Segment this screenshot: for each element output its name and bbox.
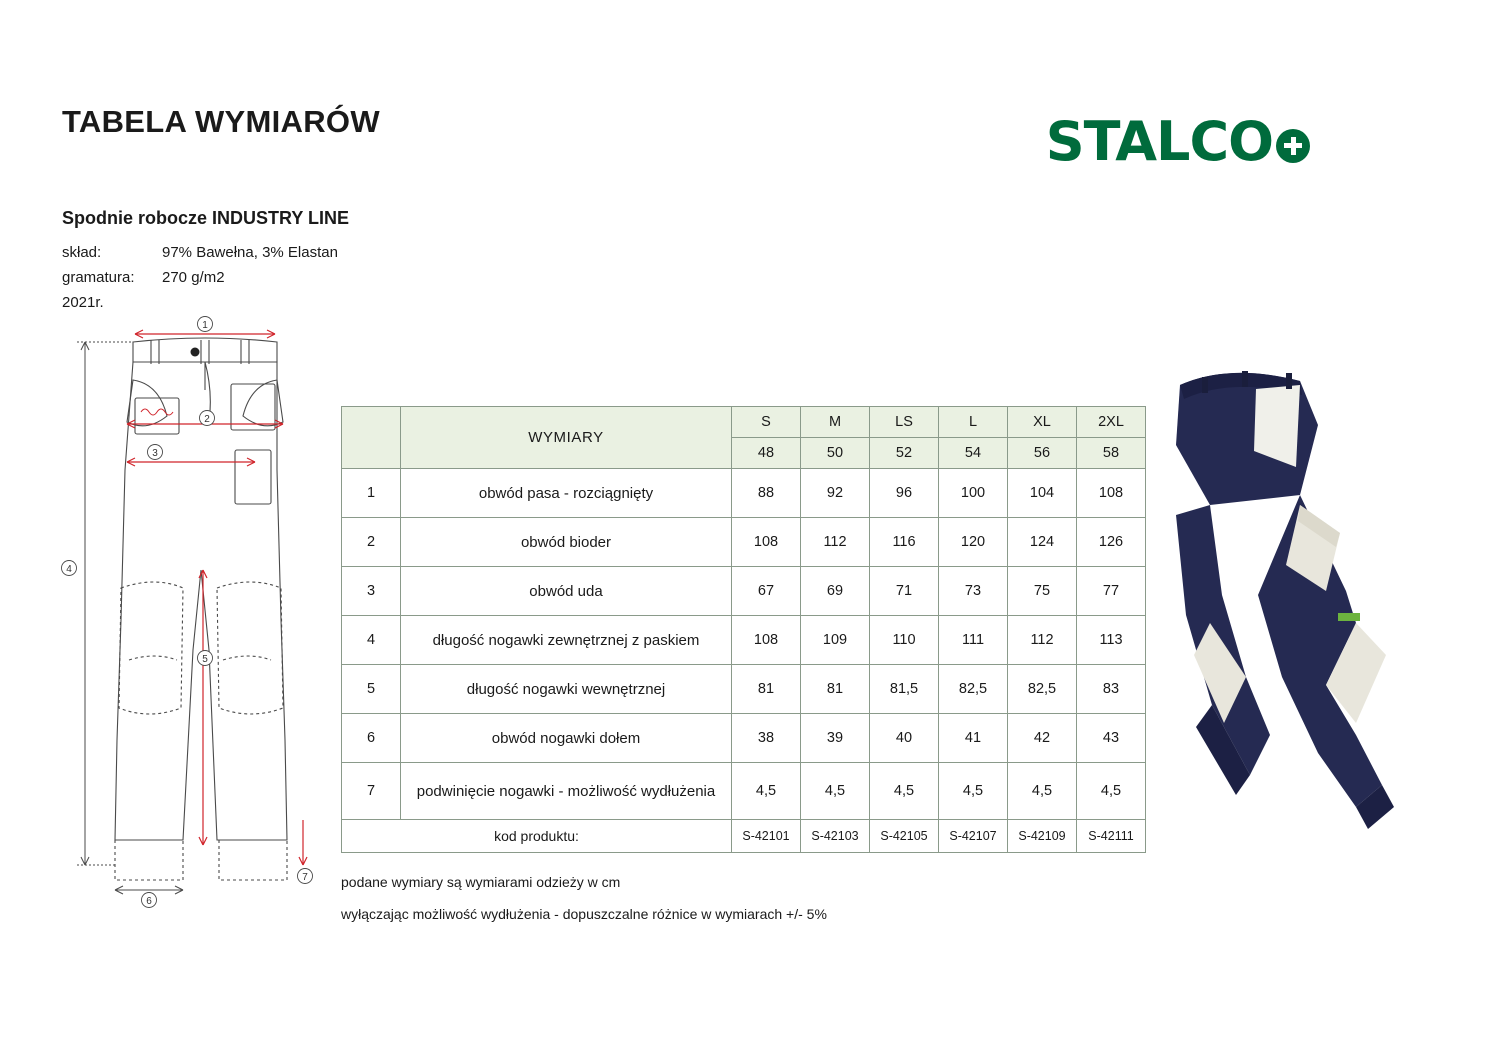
- cell-value: 75: [1008, 567, 1077, 616]
- cell-value: 81,5: [870, 665, 939, 714]
- product-photo: [1150, 355, 1400, 855]
- table-row: [342, 714, 1146, 763]
- cell-value: 96: [870, 469, 939, 518]
- cell-value: 126: [1077, 518, 1146, 567]
- cell-value: 39: [801, 714, 870, 763]
- row-index: 4: [342, 616, 401, 665]
- table-header-row-letters: [342, 407, 1146, 438]
- header-num-52: 52: [870, 438, 939, 469]
- product-code: S-42109: [1008, 820, 1077, 853]
- header-num-56: 56: [1008, 438, 1077, 469]
- row-index: 5: [342, 665, 401, 714]
- product-code: S-42105: [870, 820, 939, 853]
- cell-value: 67: [732, 567, 801, 616]
- cell-value: 88: [732, 469, 801, 518]
- cell-value: 112: [801, 518, 870, 567]
- spec-value: 97% Bawełna, 3% Elastan: [162, 244, 338, 261]
- row-index: 7: [342, 763, 401, 820]
- cell-value: 81: [732, 665, 801, 714]
- table-row: [342, 616, 1146, 665]
- cell-value: 108: [1077, 469, 1146, 518]
- header-wymiary: WYMIARY: [401, 407, 732, 469]
- cell-value: 69: [801, 567, 870, 616]
- product-name: Spodnie robocze INDUSTRY LINE: [62, 208, 350, 228]
- row-label: obwód nogawki dołem: [401, 714, 732, 763]
- header-size-ls: LS: [870, 407, 939, 438]
- technical-drawing: [55, 320, 340, 907]
- spec-label: skład:: [62, 244, 102, 261]
- table-row: [342, 518, 1146, 567]
- svg-text:2: 2: [204, 414, 210, 425]
- cell-value: 108: [732, 616, 801, 665]
- cell-value: 41: [939, 714, 1008, 763]
- cell-value: 38: [732, 714, 801, 763]
- footnote-line: podane wymiary są wymiarami odzieży w cm: [341, 874, 621, 890]
- cell-value: 4,5: [1008, 763, 1077, 820]
- cell-value: 4,5: [732, 763, 801, 820]
- cell-value: 109: [801, 616, 870, 665]
- table-row: [342, 469, 1146, 518]
- row-label: długość nogawki zewnętrznej z paskiem: [401, 616, 732, 665]
- spec-row: [62, 240, 338, 265]
- cell-value: 73: [939, 567, 1008, 616]
- header-size-2xl: 2XL: [1077, 407, 1146, 438]
- spec-row: [62, 290, 338, 315]
- spec-label: 2021r.: [62, 294, 104, 311]
- cell-value: 116: [870, 518, 939, 567]
- header-num-58: 58: [1077, 438, 1146, 469]
- product-code-label: kod produktu:: [342, 820, 732, 853]
- row-label: długość nogawki wewnętrznej: [401, 665, 732, 714]
- spec-value: 270 g/m2: [162, 269, 225, 286]
- header-size-m: M: [801, 407, 870, 438]
- cell-value: 83: [1077, 665, 1146, 714]
- row-label: obwód uda: [401, 567, 732, 616]
- cell-value: 111: [939, 616, 1008, 665]
- header-num-54: 54: [939, 438, 1008, 469]
- cell-value: 120: [939, 518, 1008, 567]
- cell-value: 82,5: [1008, 665, 1077, 714]
- cell-value: 104: [1008, 469, 1077, 518]
- page-title: TABELA WYMIARÓW: [62, 104, 380, 139]
- cell-value: 124: [1008, 518, 1077, 567]
- cell-value: 92: [801, 469, 870, 518]
- spec-row: [62, 265, 338, 290]
- cell-value: 42: [1008, 714, 1077, 763]
- cell-value: 77: [1077, 567, 1146, 616]
- product-code: S-42107: [939, 820, 1008, 853]
- svg-text:6: 6: [146, 896, 152, 907]
- row-index: 1: [342, 469, 401, 518]
- product-code: S-42101: [732, 820, 801, 853]
- cell-value: 43: [1077, 714, 1146, 763]
- product-code: S-42111: [1077, 820, 1146, 853]
- row-label: obwód pasa - rozciągnięty: [401, 469, 732, 518]
- row-index: 3: [342, 567, 401, 616]
- plus-circle-icon: [1276, 129, 1310, 163]
- cell-value: 108: [732, 518, 801, 567]
- row-label: obwód bioder: [401, 518, 732, 567]
- product-code: S-42103: [801, 820, 870, 853]
- brand-logo: [1046, 110, 1310, 173]
- cell-value: 113: [1077, 616, 1146, 665]
- footnote-line: wyłączając możliwość wydłużenia - dopuszczalne różnice w wymiarach +/- 5%: [341, 906, 827, 922]
- header-spacer: [342, 407, 401, 469]
- cell-value: 100: [939, 469, 1008, 518]
- header-size-l: L: [939, 407, 1008, 438]
- svg-text:7: 7: [302, 872, 308, 883]
- table-row: [342, 567, 1146, 616]
- cell-value: 4,5: [1077, 763, 1146, 820]
- svg-text:5: 5: [202, 654, 208, 665]
- cell-value: 40: [870, 714, 939, 763]
- svg-text:1: 1: [202, 320, 208, 331]
- row-index: 2: [342, 518, 401, 567]
- table-row: [342, 763, 1146, 820]
- header-size-s: S: [732, 407, 801, 438]
- table-row-product-codes: [342, 820, 1146, 853]
- brand-wordmark: STALCO: [1045, 110, 1273, 173]
- cell-value: 4,5: [939, 763, 1008, 820]
- product-specs: [62, 240, 338, 315]
- cell-value: 112: [1008, 616, 1077, 665]
- svg-text:4: 4: [66, 564, 72, 575]
- header-num-50: 50: [801, 438, 870, 469]
- cell-value: 110: [870, 616, 939, 665]
- size-table: [341, 406, 1146, 853]
- cell-value: 82,5: [939, 665, 1008, 714]
- cell-value: 81: [801, 665, 870, 714]
- svg-text:3: 3: [152, 448, 158, 459]
- cell-value: 71: [870, 567, 939, 616]
- table-row: [342, 665, 1146, 714]
- cell-value: 4,5: [870, 763, 939, 820]
- cell-value: 4,5: [801, 763, 870, 820]
- spec-label: gramatura:: [62, 269, 135, 286]
- row-index: 6: [342, 714, 401, 763]
- header-num-48: 48: [732, 438, 801, 469]
- row-label: podwinięcie nogawki - możliwość wydłużenia: [401, 763, 732, 820]
- footnotes: [341, 866, 827, 930]
- header-size-xl: XL: [1008, 407, 1077, 438]
